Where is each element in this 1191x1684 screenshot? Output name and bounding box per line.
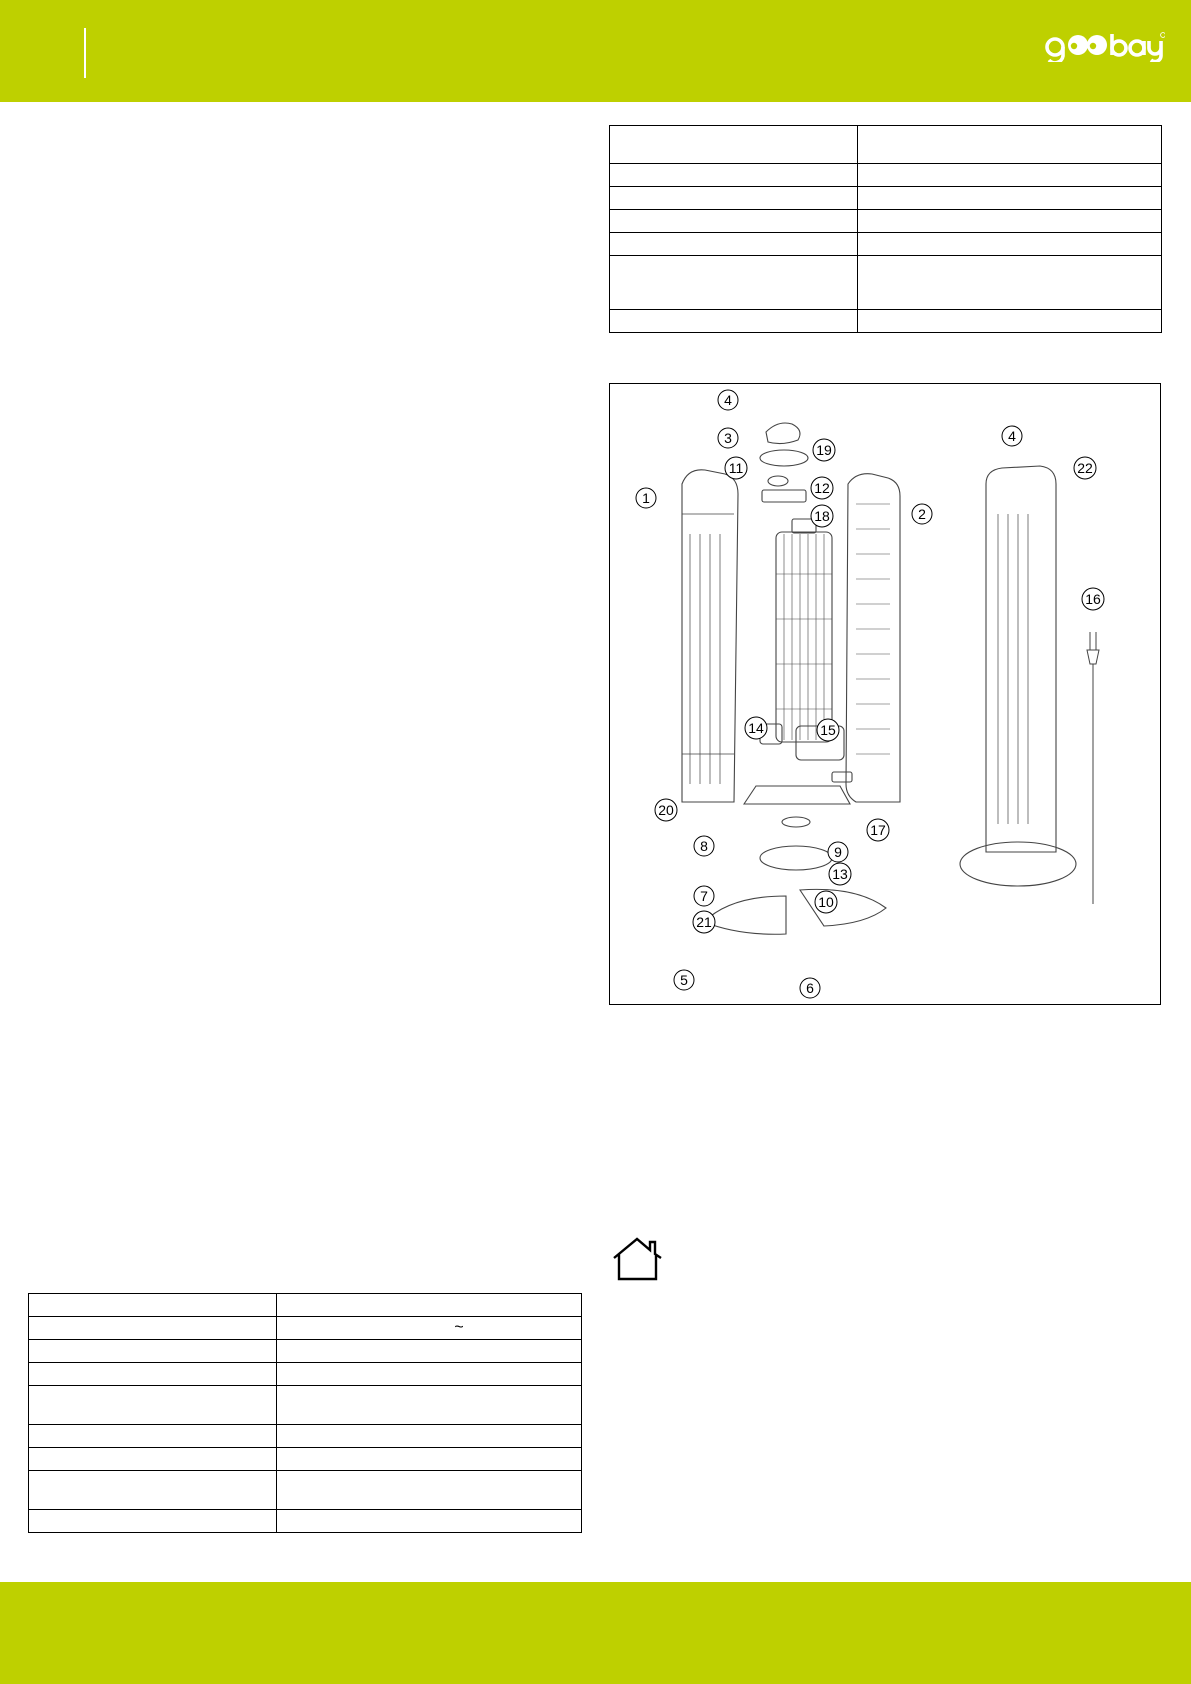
callout-17 (867, 819, 889, 841)
callout-5 (674, 970, 694, 990)
callout-19 (813, 439, 835, 461)
table-row (610, 233, 1162, 256)
svg-text:8: 8 (700, 838, 708, 854)
svg-text:21: 21 (696, 914, 712, 930)
callout-21 (693, 911, 715, 933)
spec-table-top-right (609, 125, 1162, 333)
callout-9 (828, 842, 848, 862)
table-row (29, 1510, 582, 1533)
part-blower-rotor (776, 532, 832, 742)
table-row (29, 1471, 582, 1510)
callout-10 (815, 891, 837, 913)
svg-text:13: 13 (832, 866, 848, 882)
header-bar (0, 0, 1191, 102)
callout-11 (725, 457, 747, 479)
home-icon (610, 1236, 665, 1282)
svg-text:3: 3 (724, 430, 732, 446)
footer-bar-bg (0, 1582, 1191, 1684)
svg-text:2: 2 (918, 506, 926, 522)
svg-text:10: 10 (818, 894, 834, 910)
footer-bar (0, 1582, 1191, 1684)
svg-text:19: 19 (816, 442, 832, 458)
header-bar-bg (0, 0, 1191, 102)
part-turntable (760, 846, 832, 870)
svg-text:4: 4 (724, 392, 732, 408)
callout-1 (636, 488, 656, 508)
callout-4 (718, 390, 738, 410)
ac-symbol: ~ (454, 1319, 464, 1336)
callout-20 (655, 799, 677, 821)
svg-text:11: 11 (728, 460, 744, 476)
svg-text:14: 14 (748, 720, 764, 736)
callout-16 (1082, 588, 1104, 610)
callout-4b (1002, 426, 1022, 446)
callout-18 (811, 505, 833, 527)
svg-text:20: 20 (658, 802, 674, 818)
table-row (610, 210, 1162, 233)
part-mount (744, 786, 850, 804)
table-row (29, 1386, 582, 1425)
header-divider (84, 28, 86, 78)
svg-text:18: 18 (814, 508, 830, 524)
svg-text:1: 1 (642, 490, 650, 506)
part-top-ring (760, 450, 808, 466)
part-base-right (800, 889, 886, 926)
svg-text:16: 16 (1085, 591, 1101, 607)
table-row (610, 256, 1162, 310)
part-back-shell (846, 474, 900, 802)
callout-7 (694, 886, 714, 906)
table-row (29, 1317, 582, 1340)
table-row (29, 1294, 582, 1317)
callout-6 (800, 978, 820, 998)
table-row (610, 164, 1162, 187)
tower-fan-drawing (610, 384, 1160, 1004)
callout-22 (1074, 457, 1096, 479)
svg-text:4: 4 (1008, 428, 1016, 444)
table-row (610, 126, 1162, 164)
part-base-left (704, 896, 786, 934)
table-row (610, 310, 1162, 333)
part-assembled-fan (986, 466, 1056, 852)
table-row (610, 187, 1162, 210)
part-power-cable (1087, 632, 1099, 904)
svg-text:5: 5 (680, 972, 688, 988)
part-switch (832, 772, 852, 782)
svg-text:22: 22 (1077, 460, 1093, 476)
callout-3 (718, 428, 738, 448)
part-bearing (782, 817, 810, 827)
svg-text:6: 6 (806, 980, 814, 996)
table-row (29, 1448, 582, 1471)
part-pcb (762, 490, 806, 502)
brand-logo (1045, 28, 1165, 62)
table-row (29, 1340, 582, 1363)
spec-table-bottom-left (28, 1293, 582, 1533)
svg-text:12: 12 (814, 480, 830, 496)
callout-15 (817, 719, 839, 741)
callout-12 (811, 477, 833, 499)
svg-text:7: 7 (700, 888, 708, 904)
table-row (29, 1425, 582, 1448)
callout-14 (745, 717, 767, 739)
exploded-diagram (609, 383, 1161, 1005)
svg-text:15: 15 (820, 722, 836, 738)
part-top-cap (766, 423, 800, 444)
callout-8 (694, 836, 714, 856)
table-row (29, 1363, 582, 1386)
callout-13 (829, 863, 851, 885)
callout-2 (912, 504, 932, 524)
svg-text:17: 17 (870, 822, 886, 838)
svg-text:9: 9 (834, 844, 842, 860)
